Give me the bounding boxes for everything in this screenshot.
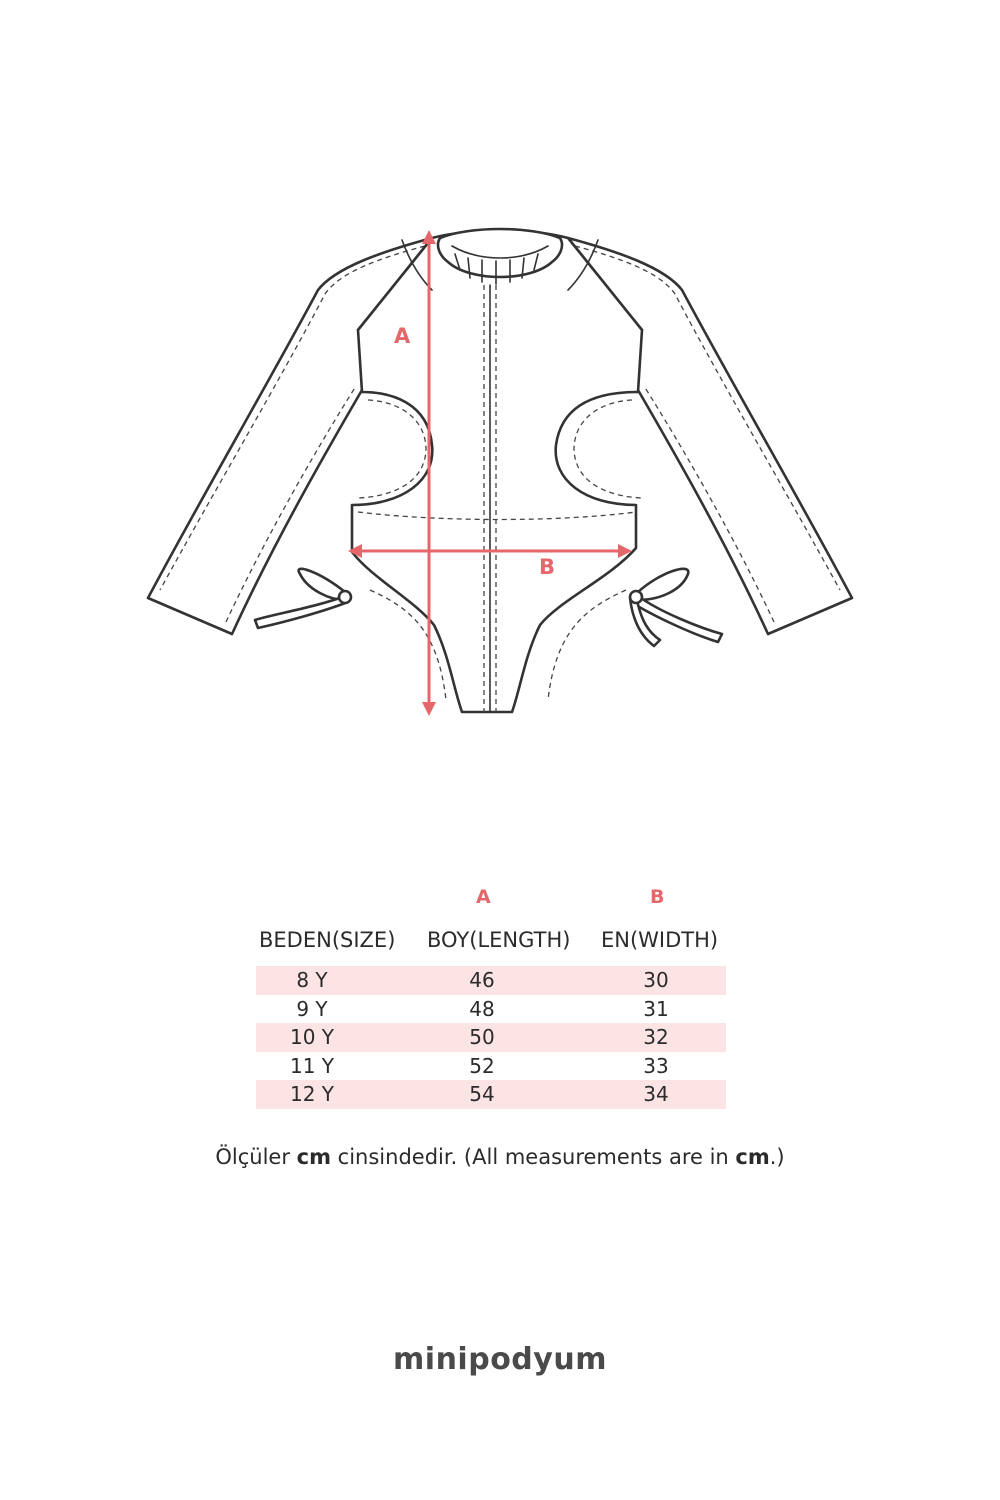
measurement-b-label: B [539,555,556,579]
cell-length: 52 [469,1053,495,1078]
measurement-note [0,1145,1000,1169]
cell-size: 9 Y [296,996,328,1021]
cell-size: 11 Y [289,1053,335,1078]
cell-width: 31 [643,996,669,1021]
cell-width: 30 [643,968,669,992]
note-unit-1: cm [296,1145,331,1169]
column-letter-b: B [650,886,665,908]
cell-length: 46 [469,968,495,992]
measurement-a-label: A [394,324,411,348]
note-unit-2: cm [735,1145,770,1169]
table-row [256,1052,726,1081]
cell-size: 10 Y [289,1025,335,1050]
right-bow [638,569,688,600]
header-length: BOY(LENGTH) [427,928,571,952]
table-row [256,1080,726,1109]
brand-logo: minipodyum [393,1342,607,1377]
header-width: EN(WIDTH) [601,928,719,952]
table-body [256,966,726,1109]
swimsuit-body [352,231,642,713]
table-header [256,920,726,964]
size-table [256,880,726,1109]
column-letters [256,880,726,920]
cell-length: 48 [469,996,495,1021]
table-row [256,1023,726,1052]
cell-length: 50 [469,1025,495,1050]
column-letter-a: A [476,886,491,908]
note-part-3: .) [769,1145,785,1169]
cell-width: 33 [643,1053,669,1078]
cell-size: 12 Y [289,1082,335,1107]
table-row [256,966,726,995]
cell-size: 8 Y [296,968,328,992]
note-part-1: Ölçüler [215,1145,297,1169]
header-size: BEDEN(SIZE) [259,928,396,952]
cell-length: 54 [469,1082,495,1107]
cell-width: 32 [643,1025,669,1050]
table-row [256,995,726,1024]
cell-width: 34 [643,1082,669,1107]
note-part-2: cinsindedir. (All measurements are in [331,1145,736,1169]
